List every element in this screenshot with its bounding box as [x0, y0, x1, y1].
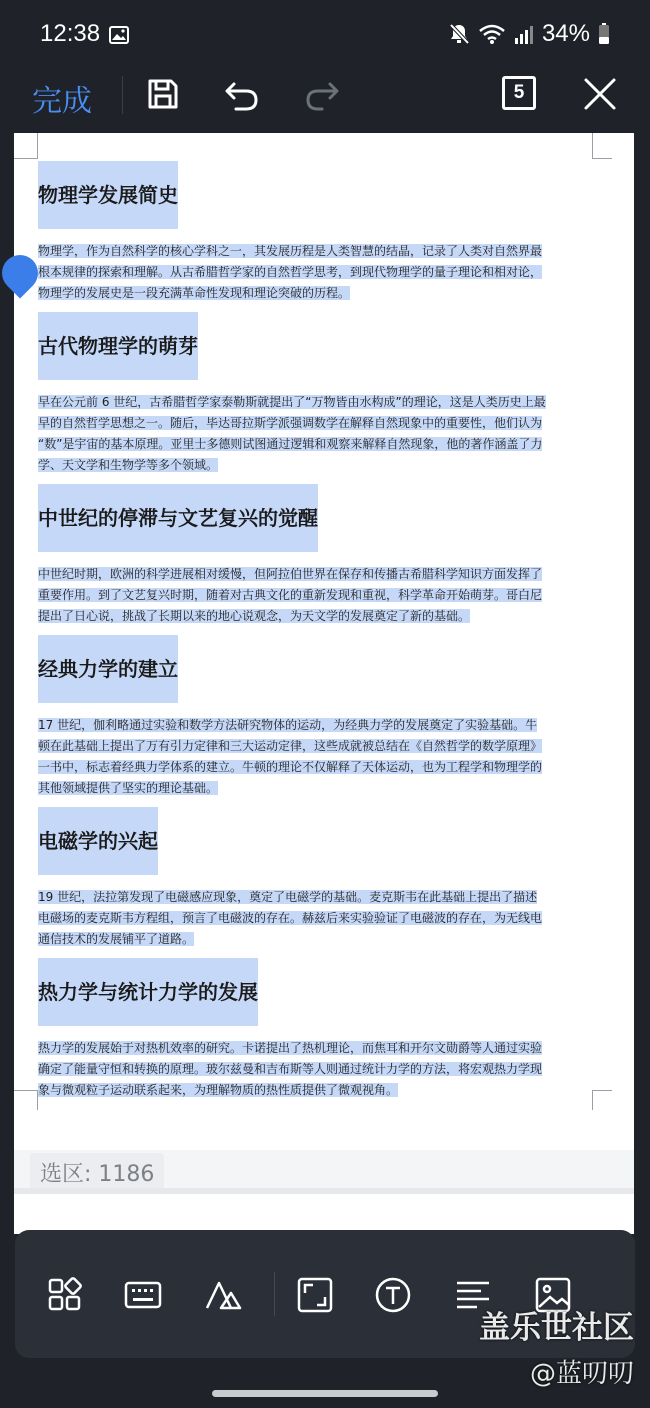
section-heading: 古代物理学的萌芽 — [38, 312, 198, 380]
page-corner-mark — [14, 1090, 38, 1110]
resize-icon[interactable] — [295, 1275, 335, 1315]
watermark-author: @蓝叨叨 — [529, 1359, 634, 1389]
battery-icon — [598, 23, 610, 45]
status-icons — [448, 20, 610, 48]
section-heading: 热力学与统计力学的发展 — [38, 958, 258, 1026]
doc-section — [38, 161, 594, 304]
battery-percent: 34% — [541, 20, 590, 47]
status-time: 12:38 — [40, 20, 101, 47]
watermark-community: 盖乐世社区 — [479, 1310, 634, 1346]
document-body[interactable] — [38, 161, 594, 1101]
doc-section — [38, 958, 594, 1101]
section-paragraph: 中世纪时期，欧洲的科学进展相对缓慢，但阿拉伯世界在保存和传播古希腊科学知识方面发挥了 重要作用。到了文艺复兴时期，随着对古典文化的重新发现和重视，科学革命开始萌芽。哥白尼 提出了日心说，挑战了长期以来的地心说观念，为天文学的发展奠定了新的基础。 — [38, 567, 543, 623]
text-circle-icon[interactable] — [373, 1275, 413, 1315]
section-heading: 经典力学的建立 — [38, 635, 178, 703]
wifi-icon — [478, 23, 506, 45]
keyboard-icon[interactable] — [123, 1275, 163, 1315]
tabs-icon[interactable]: 5 — [502, 76, 536, 110]
doc-section — [38, 484, 594, 627]
toolbar-divider — [122, 76, 123, 114]
grid-icon[interactable] — [45, 1275, 85, 1315]
page-corner-mark — [592, 133, 612, 159]
section-paragraph: 物理学，作为自然科学的核心学科之一，其发展历程是人类智慧的结晶，记录了人类对自然界最 根本规律的探索和理解。从古希腊哲学家的自然哲学思考，到现代物理学的量子理论和相对论， 物理学的发展史是一段充满革命性发现和理论突破的历程。 — [38, 244, 543, 300]
section-paragraph: 19 世纪，法拉第发现了电磁感应现象，奠定了电磁学的基础。麦克斯韦在此基础上提出了描述 电磁场的麦克斯韦方程组，预言了电磁波的存在。赫兹后来实验验证了电磁波的存在，为无线电 通信技术的发展铺平了道路。 — [38, 890, 543, 946]
doc-section — [38, 807, 594, 950]
mute-icon — [448, 22, 470, 46]
signal-icon — [514, 23, 534, 45]
undo-icon[interactable] — [222, 74, 262, 114]
page-corner-mark — [14, 133, 38, 159]
doc-section — [38, 635, 594, 799]
section-heading: 电磁学的兴起 — [38, 807, 158, 875]
page-corner-mark — [592, 1090, 612, 1110]
status-bar — [0, 0, 650, 70]
doc-section — [38, 312, 594, 476]
next-page — [14, 1194, 634, 1234]
toolbar-divider — [274, 1272, 275, 1316]
done-button[interactable]: 完成 — [32, 84, 92, 119]
image-icon — [109, 26, 129, 44]
save-icon[interactable] — [143, 74, 183, 114]
home-indicator[interactable] — [212, 1390, 438, 1397]
eraser-format-icon[interactable] — [203, 1275, 243, 1315]
selection-count: 选区: 1186 — [30, 1153, 164, 1192]
section-heading: 物理学发展简史 — [38, 161, 178, 229]
section-heading: 中世纪的停滞与文艺复兴的觉醒 — [38, 484, 318, 552]
app-toolbar — [0, 70, 650, 133]
section-paragraph: 早在公元前 6 世纪，古希腊哲学家泰勒斯就提出了“万物皆由水构成”的理论，这是人类历史上最 早的自然哲学思想之一。随后，毕达哥拉斯学派强调数学在解释自然现象中的重要性，他们认为 “数”是宇宙的基本原理。亚里士多德则试图通过逻辑和观察来解释自然现象，他的著作涵盖了力 学、天文学和生物学等多个领域。 — [38, 395, 546, 472]
selection-info-bar — [14, 1150, 634, 1192]
redo-icon[interactable] — [302, 74, 342, 114]
document-page[interactable] — [14, 133, 634, 1183]
close-icon[interactable] — [580, 74, 620, 114]
section-paragraph: 热力学的发展始于对热机效率的研究。卡诺提出了热机理论，而焦耳和开尔文勋爵等人通过实验 确定了能量守恒和转换的原理。玻尔兹曼和吉布斯等人则通过统计力学的方法，将宏观热力学现 象与微观粒子运动联系起来，为理解物质的热性质提供了微观视角。 — [38, 1041, 543, 1097]
section-paragraph: 17 世纪，伽利略通过实验和数学方法研究物体的运动，为经典力学的发展奠定了实验基础。牛 顿在此基础上提出了万有引力定律和三大运动定律，这些成就被总结在《自然哲学的数学原理》 一书中，标志着经典力学体系的建立。牛顿的理论不仅解释了天体运动，也为工程学和物理学的 其他领域提供了坚实的理论基础。 — [38, 718, 543, 795]
